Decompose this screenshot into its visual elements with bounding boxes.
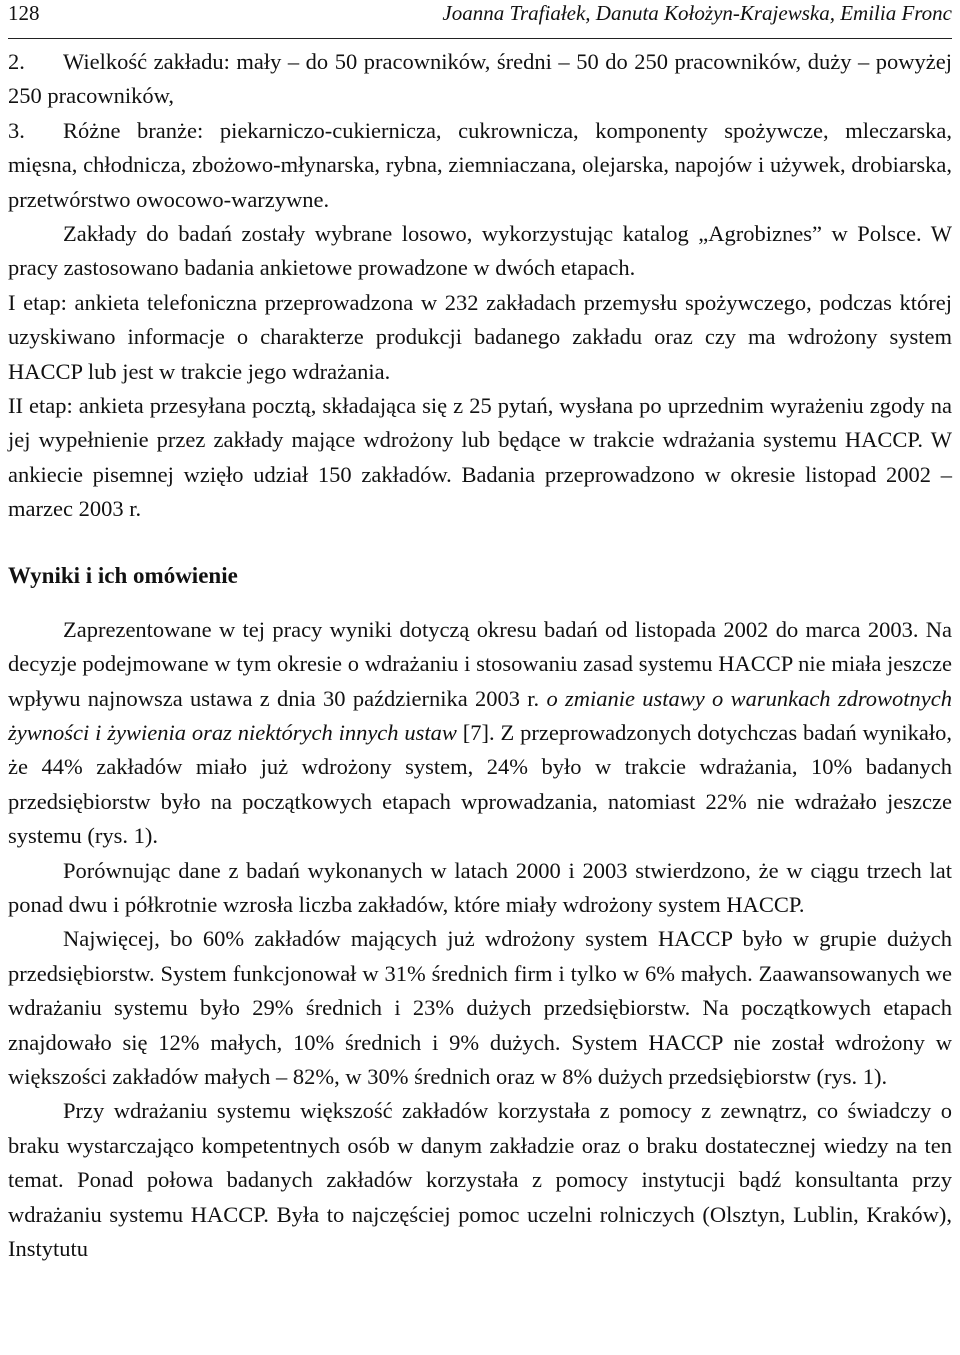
list-item [8, 45, 952, 114]
paragraph-stage-two: II etap: ankieta przesyłana pocztą, składająca się z 25 pytań, wysłana po uprzednim wyrażeniu zgody na jej wypełnienie przez zakłady mające wdrożony lub będące w trakcie wdrażania systemu HACCP. W ankiecie pisemnej wzięło udział 150 zakładów. Badania przeprowadzono w okresie listopad 2002 – marzec 2003 r. [8, 393, 952, 522]
running-header [8, 0, 952, 39]
paragraph-results-intro [8, 613, 952, 854]
paragraph-external-help: Przy wdrażaniu systemu większość zakładów korzystała z pomocy z zewnątrz, co świadczy o braku wystarczająco kompetentnych osób w danym zakładzie oraz o braku dostatecznej wiedzy na ten temat. Ponad połowa badanych zakładów korzystała z pomocy instytucji bądź konsultanta przy wdrażaniu systemu HACCP. Była to najczęściej pomoc uczelni rolniczych (Olsztyn, Lublin, Kraków), Instytutu [8, 1098, 952, 1261]
results-text-part-b: [7]. Z przeprowadzonych dotychczas badań wynikało, że 44% zakładów miało już wdrożony system, 24% było w trakcie wdrażania, 10% badanych przedsiębiorstw było na początkowych etapach wprowadzania, natomiast 22% nie wdrażało jeszcze systemu (rys. 1). [8, 719, 952, 849]
list-item-text: Wielkość zakładu: mały – do 50 pracowników, średni – 50 do 250 pracowników, duży – powyżej 250 pracowników, [8, 49, 952, 109]
list-item [8, 114, 952, 217]
list-item-number: 3. [8, 117, 25, 143]
criteria-list [8, 45, 952, 217]
paragraph-stage-one: I etap: ankieta telefoniczna przeprowadzona w 232 zakładach przemysłu spożywczego, podczas której uzyskiwano informacje o charakterze produkcji badanego zakładu oraz czy ma wdrożony system HACCP lub jest w trakcie jego wdrażania. [8, 289, 952, 384]
list-item-text: Różne branże: piekarniczo-cukiernicza, cukrownicza, komponenty spożywcze, mleczarska, mięsna, chłodnicza, zbożowo-młynarska, rybna, ziemniaczana, olejarska, napojów i używek, drobiarska, przetwórstwo owocowo-warzywne. [8, 117, 952, 212]
results-text-part-a: Zaprezentowane w tej pracy wyniki dotyczą okresu badań od listopada 2002 do marca 2003. Na decyzje podejmowane w tym okresie o wdrażaniu i stosowaniu zasad systemu HACCP nie miała jeszcze wpływu najnowsza ustawa z dnia 30 października 2003 r. [8, 616, 952, 711]
page-number: 128 [8, 1, 40, 25]
paragraph-company-size: Najwięcej, bo 60% zakładów mających już wdrożony system HACCP było w grupie dużych przedsiębiorstw. System funkcjonował w 31% średnich firm i tylko w 6% małych. Zaawansowanych we wdrażaniu systemu było 29% średnich i 23% dużych przedsiębiorstw. Na początkowych etapach znajdowało się 12% małych, 10% średnich i 9% dużych. System HACCP nie został wdrożony w większości zakładów małych – 82%, w 30% średnich oraz w 8% dużych przedsiębiorstw (rys. 1). [8, 926, 952, 1089]
law-title-italic: o zmianie ustawy o warunkach zdrowotnych żywności i żywienia oraz niektórych innych ustaw [8, 685, 952, 745]
paragraph-comparison: Porównując dane z badań wykonanych w latach 2000 i 2003 stwierdzono, że w ciągu trzech lat ponad dwu i półkrotnie wzrosła liczba zakładów, które miały wdrożony system HACCP. [8, 857, 952, 917]
running-head-authors: Joanna Trafiałek, Danuta Kołożyn-Krajewska, Emilia Fronc [442, 1, 952, 25]
paragraph-selection: Zakłady do badań zostały wybrane losowo, wykorzystując katalog „Agrobiznes” w Polsce. W pracy zastosowano badania ankietowe prowadzone w dwóch etapach. [8, 221, 952, 281]
document-page [8, 0, 952, 1266]
list-item-number: 2. [8, 49, 25, 74]
section-heading: Wyniki i ich omówienie [8, 562, 238, 588]
